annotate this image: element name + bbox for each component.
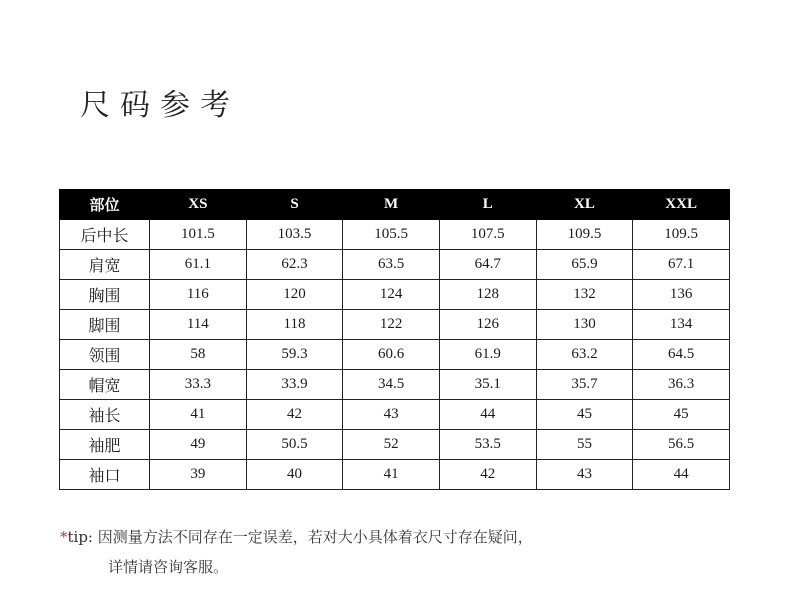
table-cell: 58 bbox=[150, 340, 247, 370]
page-title: 尺码参考 bbox=[80, 88, 240, 123]
table-cell: 109.5 bbox=[633, 220, 730, 250]
table-cell: 60.6 bbox=[343, 340, 440, 370]
table-row bbox=[60, 400, 730, 430]
row-label-cell: 领围 bbox=[60, 340, 150, 370]
tip-star: * bbox=[60, 528, 68, 546]
header-cell-s: S bbox=[246, 190, 343, 220]
row-label-cell: 袖口 bbox=[60, 460, 150, 490]
table-cell: 61.9 bbox=[439, 340, 536, 370]
table-cell: 122 bbox=[343, 310, 440, 340]
table-cell: 61.1 bbox=[150, 250, 247, 280]
table-cell: 33.3 bbox=[150, 370, 247, 400]
size-chart-table bbox=[59, 189, 730, 490]
table-cell: 136 bbox=[633, 280, 730, 310]
table-row bbox=[60, 460, 730, 490]
table-header-row bbox=[60, 190, 730, 220]
table-cell: 45 bbox=[536, 400, 633, 430]
table-cell: 63.5 bbox=[343, 250, 440, 280]
tip-label: tip: bbox=[67, 528, 93, 546]
table-cell: 42 bbox=[439, 460, 536, 490]
table-cell: 109.5 bbox=[536, 220, 633, 250]
table-cell: 103.5 bbox=[246, 220, 343, 250]
table-cell: 45 bbox=[633, 400, 730, 430]
table-cell: 105.5 bbox=[343, 220, 440, 250]
table-cell: 34.5 bbox=[343, 370, 440, 400]
table-cell: 44 bbox=[633, 460, 730, 490]
header-cell-m: M bbox=[343, 190, 440, 220]
table-cell: 41 bbox=[343, 460, 440, 490]
table-cell: 53.5 bbox=[439, 430, 536, 460]
table-cell: 124 bbox=[343, 280, 440, 310]
table-row bbox=[60, 370, 730, 400]
table-cell: 35.1 bbox=[439, 370, 536, 400]
header-cell-part: 部位 bbox=[60, 190, 150, 220]
header-cell-xl: XL bbox=[536, 190, 633, 220]
table-cell: 36.3 bbox=[633, 370, 730, 400]
table-row bbox=[60, 280, 730, 310]
table-cell: 55 bbox=[536, 430, 633, 460]
table-cell: 128 bbox=[439, 280, 536, 310]
table-row bbox=[60, 250, 730, 280]
table-row bbox=[60, 310, 730, 340]
table-cell: 114 bbox=[150, 310, 247, 340]
table-cell: 134 bbox=[633, 310, 730, 340]
table-cell: 130 bbox=[536, 310, 633, 340]
table-cell: 59.3 bbox=[246, 340, 343, 370]
table-cell: 126 bbox=[439, 310, 536, 340]
tip-note bbox=[60, 522, 760, 582]
table-cell: 116 bbox=[150, 280, 247, 310]
table-cell: 64.5 bbox=[633, 340, 730, 370]
tip-text-line2: 详情请咨询客服。 bbox=[108, 558, 229, 576]
header-cell-xxl: XXL bbox=[633, 190, 730, 220]
table-cell: 40 bbox=[246, 460, 343, 490]
table-row bbox=[60, 220, 730, 250]
table-cell: 42 bbox=[246, 400, 343, 430]
table-cell: 62.3 bbox=[246, 250, 343, 280]
row-label-cell: 袖长 bbox=[60, 400, 150, 430]
table-cell: 33.9 bbox=[246, 370, 343, 400]
table-cell: 39 bbox=[150, 460, 247, 490]
table-cell: 43 bbox=[536, 460, 633, 490]
row-label-cell: 肩宽 bbox=[60, 250, 150, 280]
header-cell-xs: XS bbox=[150, 190, 247, 220]
table-cell: 120 bbox=[246, 280, 343, 310]
table-cell: 49 bbox=[150, 430, 247, 460]
table-cell: 44 bbox=[439, 400, 536, 430]
table-cell: 65.9 bbox=[536, 250, 633, 280]
header-cell-l: L bbox=[439, 190, 536, 220]
row-label-cell: 后中长 bbox=[60, 220, 150, 250]
table-cell: 64.7 bbox=[439, 250, 536, 280]
table-cell: 43 bbox=[343, 400, 440, 430]
row-label-cell: 脚围 bbox=[60, 310, 150, 340]
table-cell: 118 bbox=[246, 310, 343, 340]
table-cell: 41 bbox=[150, 400, 247, 430]
table-cell: 107.5 bbox=[439, 220, 536, 250]
table-cell: 63.2 bbox=[536, 340, 633, 370]
table-cell: 52 bbox=[343, 430, 440, 460]
table-cell: 35.7 bbox=[536, 370, 633, 400]
table-cell: 101.5 bbox=[150, 220, 247, 250]
table-row bbox=[60, 340, 730, 370]
table-cell: 56.5 bbox=[633, 430, 730, 460]
table-cell: 50.5 bbox=[246, 430, 343, 460]
table-cell: 132 bbox=[536, 280, 633, 310]
table-cell: 67.1 bbox=[633, 250, 730, 280]
row-label-cell: 袖肥 bbox=[60, 430, 150, 460]
row-label-cell: 帽宽 bbox=[60, 370, 150, 400]
tip-text-line1: 因测量方法不同存在一定误差，若对大小具体着衣尺寸存在疑问， bbox=[97, 528, 533, 546]
table-row bbox=[60, 430, 730, 460]
row-label-cell: 胸围 bbox=[60, 280, 150, 310]
